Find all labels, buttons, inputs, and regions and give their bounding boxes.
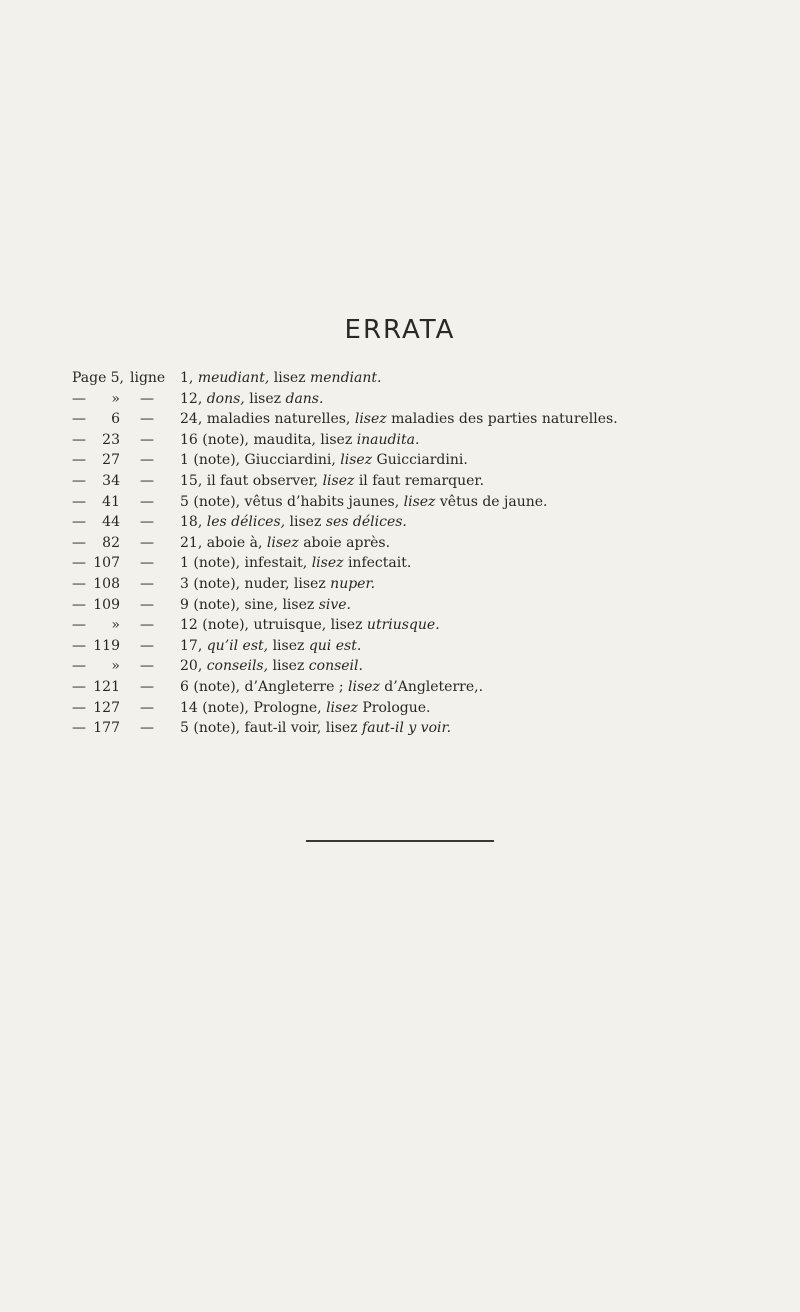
correction-text	[180, 471, 484, 492]
page-number: 34	[102, 472, 120, 489]
line-number: 12,	[180, 390, 203, 407]
ligne-ref: —	[140, 658, 154, 675]
correction-text	[180, 636, 361, 657]
erroneous-text: meudiant,	[197, 370, 270, 386]
corrected-text: faut-il y voir.	[362, 720, 452, 737]
lisez-word: lisez	[273, 370, 306, 386]
ligne-ref: —	[140, 699, 154, 716]
errata-row	[72, 553, 772, 574]
erroneous-text: (note), maudita,	[202, 431, 316, 448]
correction-text	[180, 698, 431, 719]
lisez-word: lisez	[282, 596, 315, 613]
corrected-text: mendiant.	[310, 370, 382, 386]
corrected-text: infectait.	[347, 555, 412, 572]
page-title: ERRATA	[344, 315, 456, 345]
lisez-word: lisez	[289, 514, 322, 531]
lisez-word: lisez	[340, 452, 373, 469]
correction-text	[180, 595, 351, 616]
corrected-text: d’Angleterre,.	[384, 678, 484, 695]
line-number: 20,	[180, 658, 203, 675]
ligne-ref: —	[140, 411, 154, 428]
errata-row	[72, 368, 772, 389]
correction-text	[180, 492, 548, 513]
erroneous-text: (note), vêtus d’habits jaunes,	[193, 493, 400, 510]
line-number: 12	[180, 617, 198, 634]
page-dash: —	[72, 452, 86, 469]
erroneous-text: qu’il est,	[206, 637, 269, 654]
errata-row	[72, 677, 772, 698]
page-dash: —	[72, 431, 86, 448]
errata-row	[72, 533, 772, 554]
lisez-word: lisez	[266, 534, 299, 551]
ligne-ref: —	[140, 390, 154, 407]
corrected-text: sive.	[318, 596, 352, 613]
corrected-text: conseil.	[308, 658, 363, 675]
ligne-ref: —	[140, 678, 154, 695]
lisez-word: lisez	[354, 411, 387, 428]
line-number: 17,	[180, 637, 203, 654]
erroneous-text: (note), faut-il voir,	[193, 720, 322, 737]
line-number: 5	[180, 720, 189, 737]
erroneous-text: (note), Giucciardini,	[193, 452, 336, 469]
erroneous-text: il faut observer,	[206, 472, 319, 489]
erroneous-text: aboie à,	[206, 534, 263, 551]
errata-row	[72, 389, 772, 410]
lisez-word: lisez	[320, 431, 353, 448]
correction-text	[180, 430, 419, 451]
errata-row	[72, 471, 772, 492]
line-number: 1	[180, 452, 189, 469]
erroneous-text: (note), infestait,	[193, 555, 308, 572]
page-number: 107	[93, 555, 120, 572]
correction-text	[180, 677, 483, 698]
corrected-text: inaudita.	[356, 431, 420, 448]
errata-row	[72, 656, 772, 677]
errata-row	[72, 718, 772, 739]
page-dash: —	[72, 658, 86, 675]
correction-text	[180, 718, 451, 739]
erroneous-text: (note), nuder,	[193, 575, 290, 592]
page-number: 82	[102, 534, 120, 551]
erroneous-text: (note), utruisque,	[202, 617, 327, 634]
ligne-ref: —	[140, 514, 154, 531]
page-number: 6	[111, 411, 120, 428]
page-dash: —	[72, 637, 86, 654]
errata-row	[72, 492, 772, 513]
line-number: 16	[180, 431, 198, 448]
page-dash: —	[72, 411, 86, 428]
ligne-ref: —	[140, 493, 154, 510]
ligne-ref: —	[140, 596, 154, 613]
correction-text	[180, 389, 323, 410]
line-number: 24,	[180, 411, 203, 428]
ligne-ref: —	[140, 534, 154, 551]
line-number: 9	[180, 596, 189, 613]
page-number: 41	[102, 493, 120, 510]
corrected-text: maladies des parties naturelles.	[391, 411, 618, 428]
errata-row	[72, 512, 772, 533]
page-label: Page	[72, 370, 107, 386]
correction-text	[180, 574, 375, 595]
corrected-text: utriusque.	[366, 617, 440, 634]
corrected-text: dans.	[285, 390, 324, 407]
ligne-ref: —	[140, 720, 154, 737]
page-dash: —	[72, 720, 86, 737]
page-dash: —	[72, 493, 86, 510]
line-number: 15,	[180, 472, 203, 489]
page-number: 44	[102, 514, 120, 531]
page-dash: —	[72, 596, 86, 613]
page-number: 27	[102, 452, 120, 469]
closing-rule	[306, 840, 494, 842]
ligne-ref: —	[140, 472, 154, 489]
lisez-word: lisez	[330, 617, 363, 634]
corrected-text: il faut remarquer.	[358, 472, 485, 489]
erroneous-text: les délices,	[206, 514, 286, 531]
page-number: 108	[93, 575, 120, 592]
line-number: 18,	[180, 514, 203, 531]
lisez-word: lisez	[311, 555, 344, 572]
page-dash: —	[72, 534, 86, 551]
correction-text	[180, 368, 381, 389]
page-number: 121	[93, 678, 120, 695]
page-number: »	[111, 617, 120, 634]
page-number: 109	[93, 596, 120, 613]
page-number: 5,	[110, 370, 124, 386]
lisez-word: lisez	[272, 637, 305, 654]
page-dash: —	[72, 472, 86, 489]
page-number: 177	[93, 720, 120, 737]
lisez-word: lisez	[293, 575, 326, 592]
corrected-text: ses délices.	[325, 514, 407, 531]
errata-row	[72, 615, 772, 636]
lisez-word: lisez	[249, 390, 282, 407]
line-number: 3	[180, 575, 189, 592]
errata-list	[72, 368, 772, 739]
page-dash: —	[72, 575, 86, 592]
line-number: 14	[180, 699, 198, 716]
lisez-word: lisez	[348, 678, 380, 695]
erroneous-text: conseils,	[206, 658, 269, 675]
ligne-ref: —	[140, 452, 154, 469]
ligne-ref: —	[140, 617, 154, 634]
lisez-word: lisez	[272, 658, 305, 675]
page-number: »	[111, 390, 120, 407]
corrected-text: aboie après.	[303, 534, 391, 551]
correction-text	[180, 512, 407, 533]
lisez-word: lisez	[322, 472, 355, 489]
lisez-word: lisez	[403, 493, 436, 510]
correction-text	[180, 615, 440, 636]
erroneous-text: dons,	[206, 390, 245, 407]
line-number: 1,	[180, 370, 194, 386]
corrected-text: nuper.	[330, 575, 376, 592]
page-number: 119	[93, 637, 120, 654]
page-dash: —	[72, 390, 86, 407]
errata-row	[72, 430, 772, 451]
page-dash: —	[72, 699, 86, 716]
page-dash: —	[72, 617, 86, 634]
errata-row	[72, 595, 772, 616]
ligne-ref: —	[140, 431, 154, 448]
errata-row	[72, 574, 772, 595]
errata-row	[72, 450, 772, 471]
correction-text	[180, 656, 363, 677]
ligne-ref: ligne	[130, 370, 166, 386]
page-dash: —	[72, 555, 86, 572]
page-dash: —	[72, 678, 86, 695]
correction-text	[180, 409, 618, 430]
corrected-text: vêtus de jaune.	[439, 493, 548, 510]
line-number: 1	[180, 555, 189, 572]
line-number: 5	[180, 493, 189, 510]
errata-row	[72, 636, 772, 657]
correction-text	[180, 553, 411, 574]
ligne-ref: —	[140, 575, 154, 592]
lisez-word: lisez	[326, 699, 358, 716]
page-number: »	[111, 658, 120, 675]
line-number: 6	[180, 678, 189, 695]
errata-row	[72, 698, 772, 719]
corrected-text: Prologue.	[362, 699, 431, 716]
corrected-text: Guicciardini.	[376, 452, 468, 469]
ligne-ref: —	[140, 555, 154, 572]
page-number: 127	[93, 699, 120, 716]
erroneous-text: (note), d’Angleterre ;	[193, 678, 344, 695]
page-number: 23	[102, 431, 120, 448]
erroneous-text: (note), Prologne,	[202, 699, 322, 716]
lisez-word: lisez	[325, 720, 358, 737]
page-dash: —	[72, 514, 86, 531]
correction-text	[180, 450, 468, 471]
correction-text	[180, 533, 390, 554]
erroneous-text: maladies naturelles,	[206, 411, 351, 428]
ligne-ref: —	[140, 637, 154, 654]
line-number: 21,	[180, 534, 203, 551]
corrected-text: qui est.	[308, 637, 362, 654]
erroneous-text: (note), sine,	[193, 596, 278, 613]
errata-row	[72, 409, 772, 430]
